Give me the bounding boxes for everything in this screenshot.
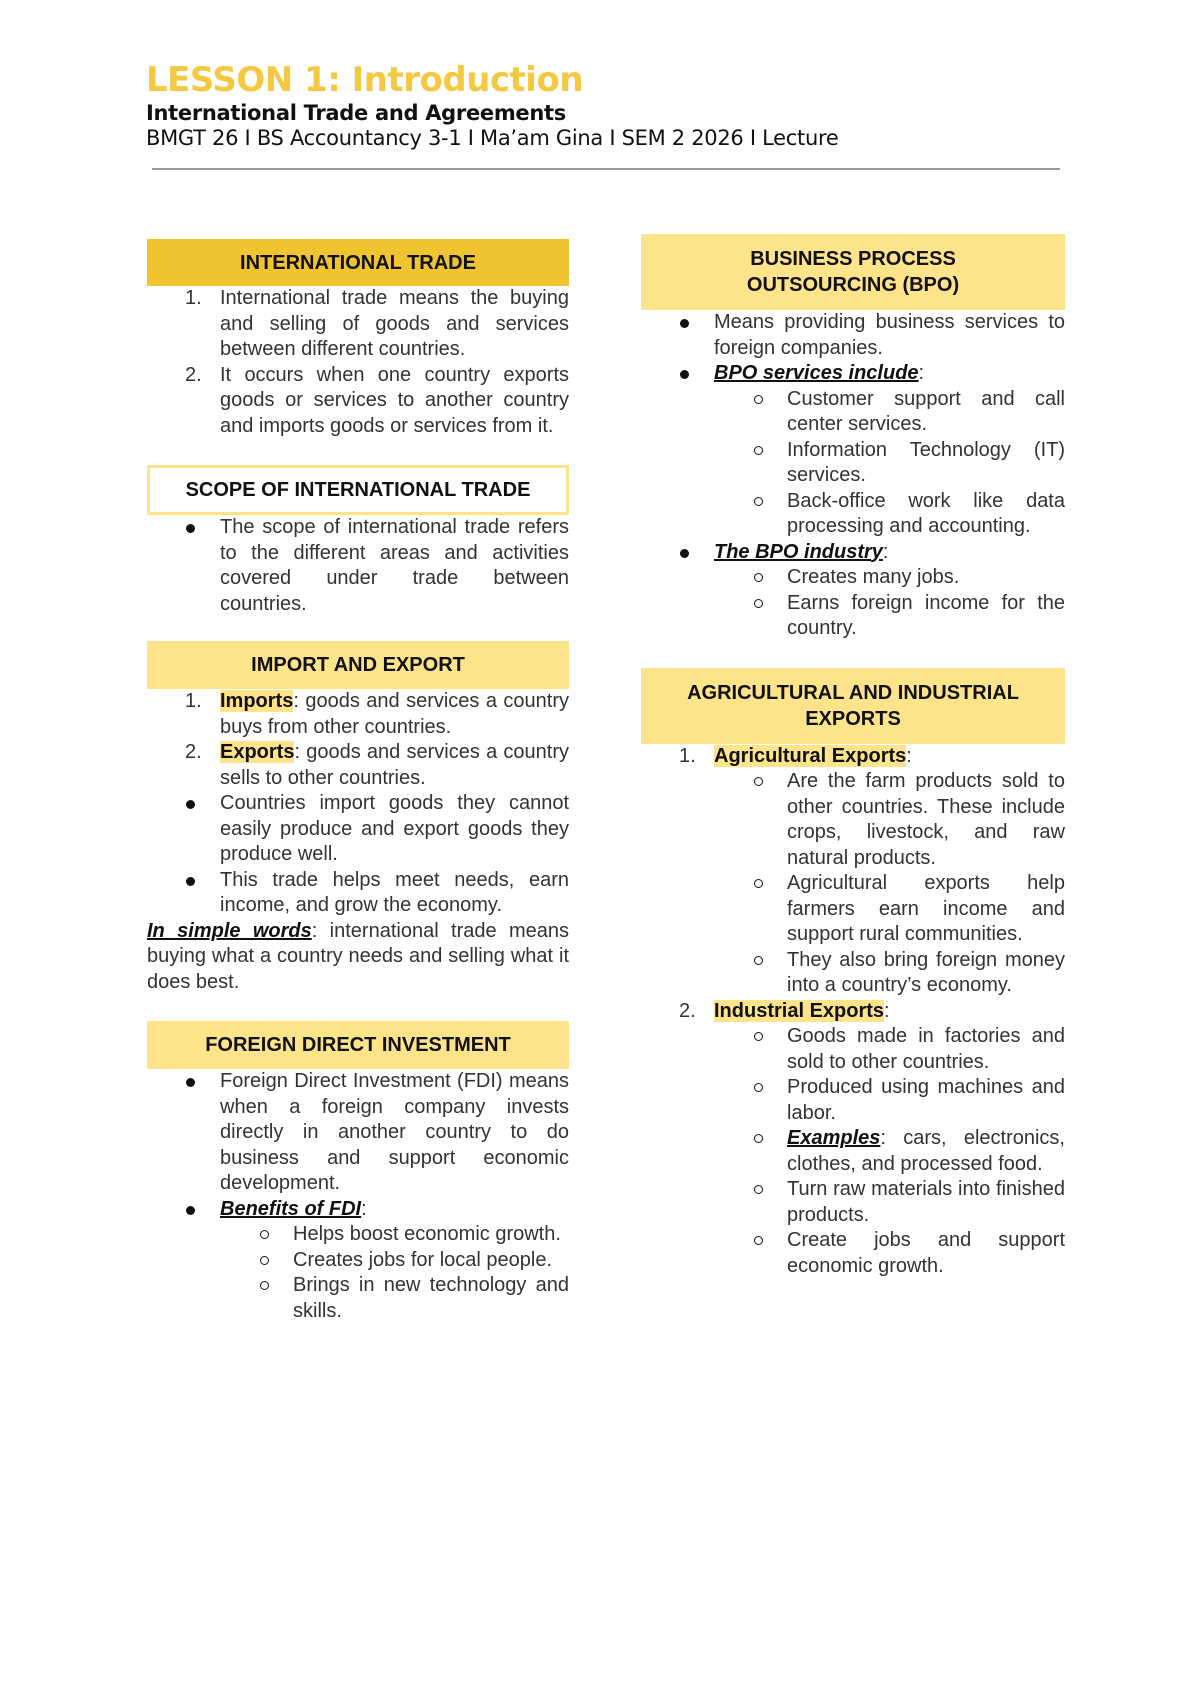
sub-list-item: Brings in new technology and skills. (147, 1273, 569, 1324)
sub-list-item: They also bring foreign money into a country’s economy. (641, 948, 1065, 999)
sub-list-item: Examples: cars, electronics, clothes, and processed food. (641, 1126, 1065, 1177)
section-heading-agri-industrial: AGRICULTURAL AND INDUSTRIAL EXPORTS (641, 668, 1065, 744)
sub-list-item: Creates many jobs. (641, 565, 1065, 591)
page-subtitle: International Trade and Agreements (146, 101, 566, 125)
list-item: 1. Imports: goods and services a country buys from other countries. (185, 690, 569, 738)
header-divider (152, 168, 1060, 170)
sub-list-item: Earns foreign income for the country. (641, 591, 1065, 642)
list-item: Countries import goods they cannot easily produce and export goods they produce well. (147, 791, 569, 868)
list-item: Foreign Direct Investment (FDI) means when a foreign company invests directly in another country to do business and support economic development. (147, 1069, 569, 1197)
list-item: The BPO industry: (641, 540, 1065, 566)
section-heading-bpo: BUSINESS PROCESS OUTSOURCING (BPO) (641, 234, 1065, 310)
fdi-list (147, 1069, 569, 1324)
right-column (641, 234, 1065, 1279)
simple-words-note: In simple words: international trade means buying what a country needs and selling what it does best. (147, 919, 569, 993)
section-heading-scope: SCOPE OF INTERNATIONAL TRADE (147, 465, 569, 515)
section-heading-import-export: IMPORT AND EXPORT (147, 641, 569, 689)
list-item: 2. It occurs when one country exports goods or services to another country and imports goods or services from it. (185, 363, 569, 437)
intl-trade-list (147, 286, 569, 439)
section-heading-fdi: FOREIGN DIRECT INVESTMENT (147, 1021, 569, 1069)
exports-list (641, 744, 1065, 1280)
list-item: 1. International trade means the buying and selling of goods and services between different countries. (185, 287, 569, 360)
sub-list-item: Create jobs and support economic growth. (641, 1228, 1065, 1279)
list-item: 2. Exports: goods and services a country sells to other countries. (185, 741, 569, 789)
page-title: LESSON 1: Introduction (146, 60, 584, 100)
bpo-list (641, 310, 1065, 642)
sub-list-item: Creates jobs for local people. (147, 1248, 569, 1274)
list-item: BPO services include: (641, 361, 1065, 387)
course-meta: BMGT 26 I BS Accountancy 3-1 I Ma’am Gina I SEM 2 2026 I Lecture (146, 126, 839, 150)
list-item: The scope of international trade refers to the different areas and activities covered under trade between countries. (147, 515, 569, 617)
sub-list-item: Customer support and call center services. (641, 387, 1065, 438)
sub-list-item: Turn raw materials into finished products. (641, 1177, 1065, 1228)
list-item: Means providing business services to foreign companies. (641, 310, 1065, 361)
list-item: 2. Industrial Exports: (679, 999, 890, 1022)
list-item: This trade helps meet needs, earn income, and grow the economy. (147, 868, 569, 919)
list-item: 1. Agricultural Exports: (679, 744, 912, 767)
list-item: Benefits of FDI: (147, 1197, 569, 1223)
sub-list-item: Information Technology (IT) services. (641, 438, 1065, 489)
sub-list-item: Helps boost economic growth. (147, 1222, 569, 1248)
sub-list-item: Back-office work like data processing and accounting. (641, 489, 1065, 540)
sub-list-item: Produced using machines and labor. (641, 1075, 1065, 1126)
sub-list-item: Agricultural exports help farmers earn income and support rural communities. (641, 871, 1065, 948)
scope-list (147, 515, 569, 617)
import-export-list (147, 689, 569, 919)
sub-list-item: Are the farm products sold to other countries. These include crops, livestock, and raw natural products. (641, 769, 1065, 871)
section-heading-international-trade: INTERNATIONAL TRADE (147, 239, 569, 286)
left-column (147, 239, 569, 1324)
sub-list-item: Goods made in factories and sold to other countries. (641, 1024, 1065, 1075)
